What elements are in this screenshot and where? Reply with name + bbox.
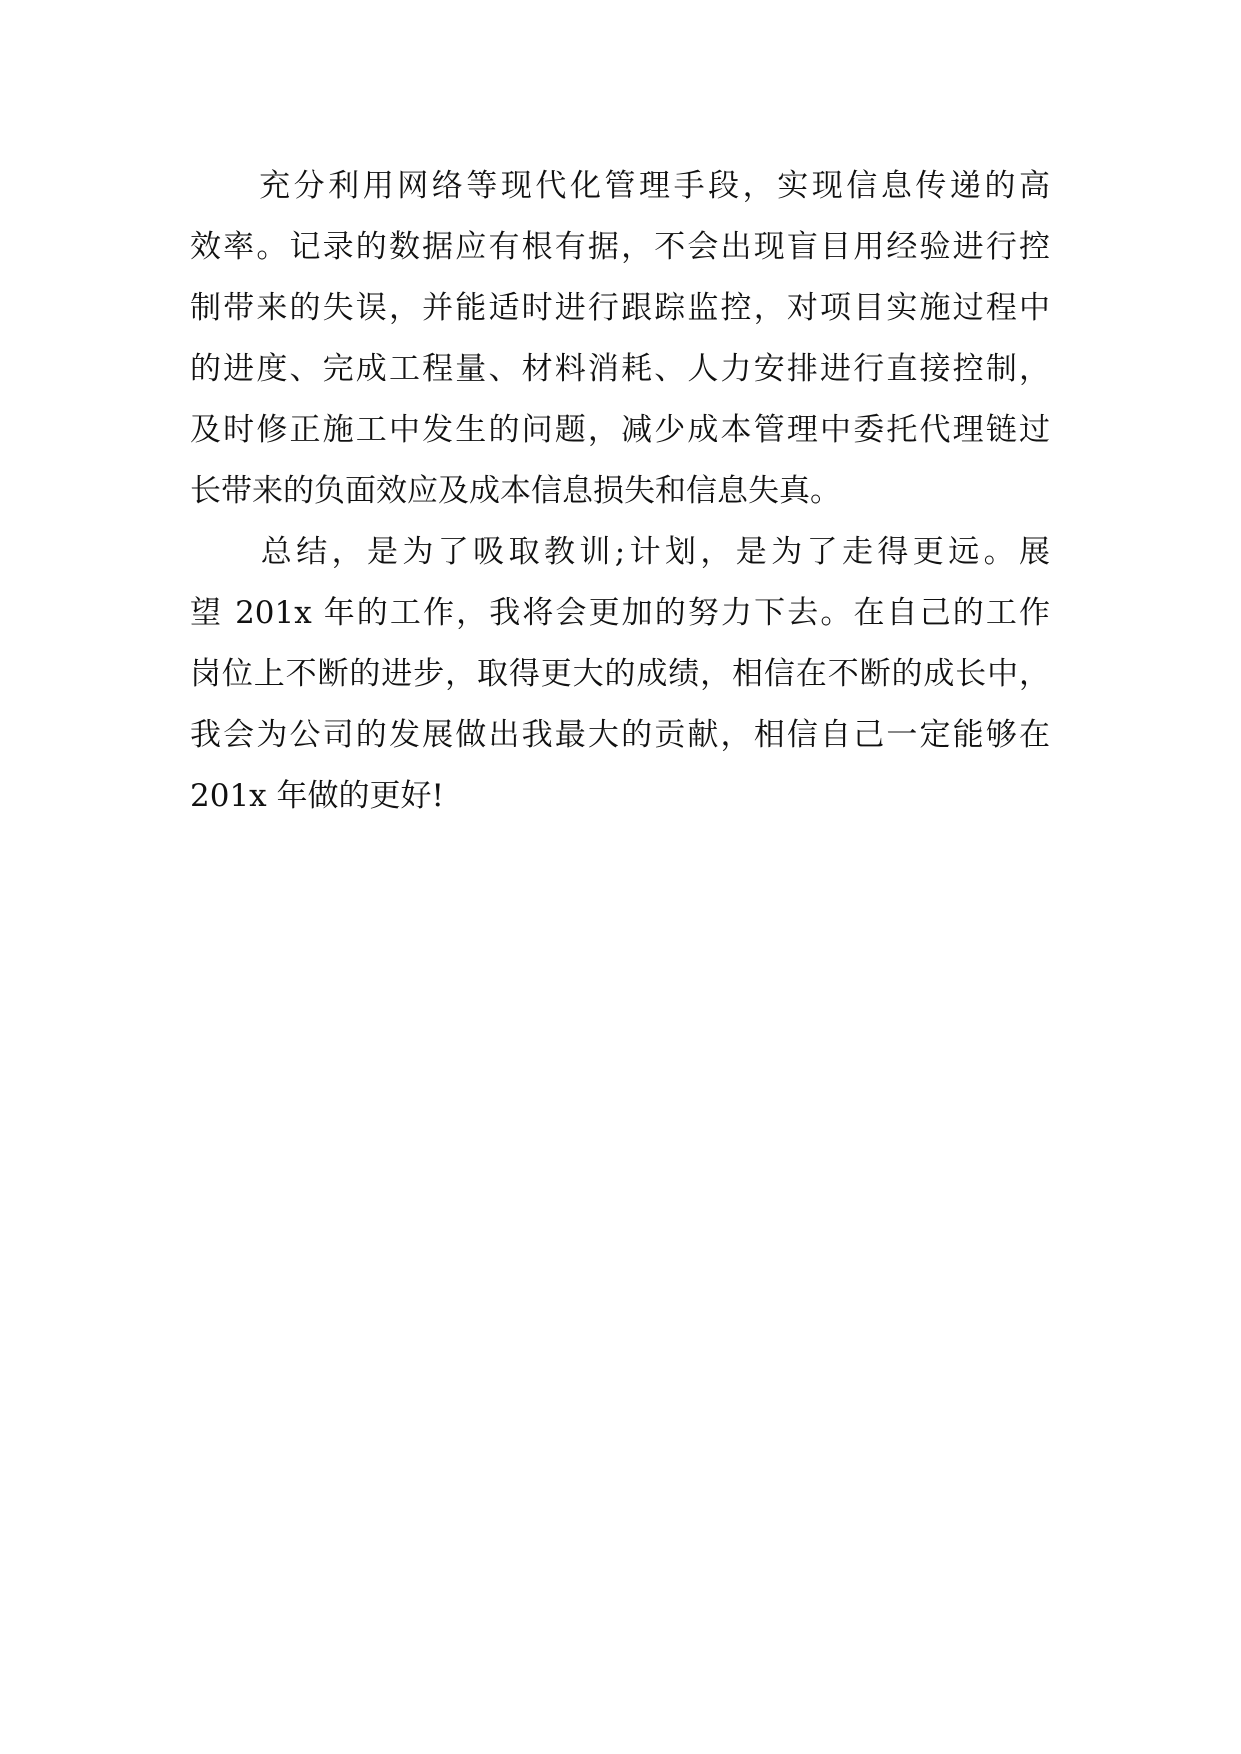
text-line: 我会为公司的发展做出我最大的贡献，相信自己一定能够在 <box>190 717 1050 753</box>
text-line: 及时修正施工中发生的问题，减少成本管理中委托代理链过 <box>190 412 1050 448</box>
text-line: 效率。记录的数据应有根有据，不会出现盲目用经验进行控 <box>190 229 1050 265</box>
text-line: 的进度、完成工程量、材料消耗、人力安排进行直接控制， <box>190 351 1050 387</box>
paragraph-summary-outlook <box>190 522 1050 827</box>
text-line: 制带来的失误，并能适时进行跟踪监控，对项目实施过程中 <box>190 290 1050 326</box>
paragraph-cost-management <box>190 156 1050 522</box>
body-text <box>190 156 1050 827</box>
text-line: 201x 年做的更好! <box>190 778 444 814</box>
text-line: 岗位上不断的进步，取得更大的成绩，相信在不断的成长中， <box>190 656 1050 692</box>
text-line: 长带来的负面效应及成本信息损失和信息失真。 <box>190 473 841 509</box>
text-line: 总结，是为了吸取教训;计划，是为了走得更远。展 <box>190 534 1050 570</box>
text-line: 望 201x 年的工作，我将会更加的努力下去。在自己的工作 <box>190 595 1050 631</box>
text-line: 充分利用网络等现代化管理手段，实现信息传递的高 <box>190 168 1050 204</box>
